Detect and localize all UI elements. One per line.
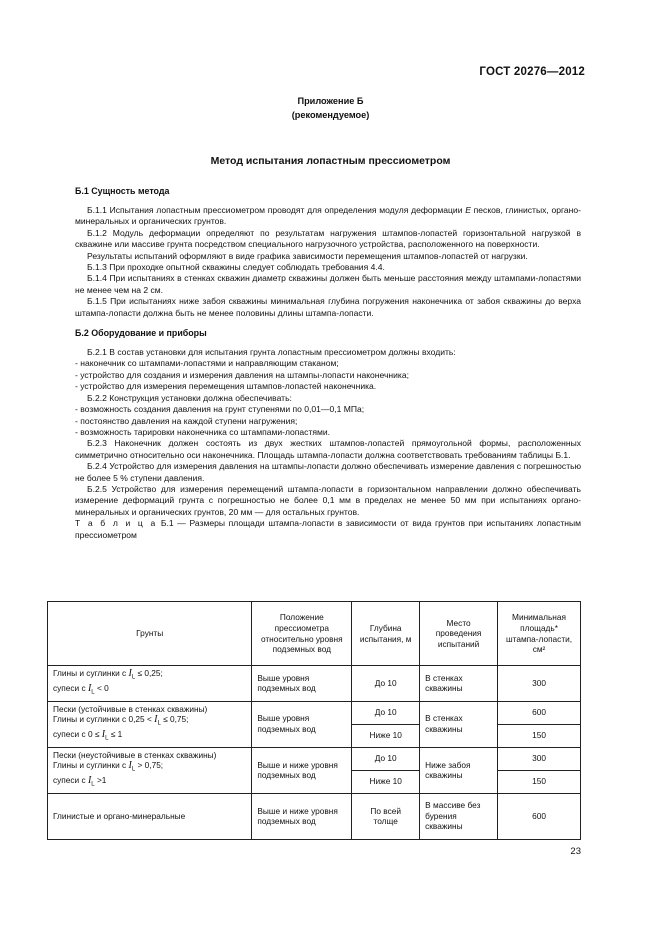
- header-area: Минимальная площадь* штампа-лопасти, см²: [498, 602, 581, 666]
- paragraph-b21: Б.2.1 В состав установки для испытания грунта лопастным прессиометром должны входить:: [87, 347, 456, 358]
- standard-number: ГОСТ 20276—2012: [479, 66, 585, 78]
- table-caption-text: Б.1 — Размеры площади штампа-лопасти в зависимости от вида грунтов при испытаниях лопастным прессиометром: [75, 518, 581, 540]
- paragraph-b11: Б.1.1 Испытания лопастным прессиометром проводят для определения модуля деформации E песков, глинистых, органо-минеральных и органических грунтов.: [75, 205, 581, 227]
- cell-depth: По всей толще: [352, 793, 420, 839]
- cell-depth: Ниже 10: [352, 770, 420, 793]
- cell-position: Выше и ниже уровня подземных вод: [252, 747, 352, 793]
- cell-area: 150: [498, 724, 581, 747]
- cell-area: 150: [498, 770, 581, 793]
- cell-position: Выше и ниже уровня подземных вод: [252, 793, 352, 839]
- cell-position: Выше уровня подземных вод: [252, 701, 352, 747]
- list-item: - устройство для измерения перемещения штампов-лопастей наконечника.: [75, 381, 377, 392]
- paragraph-b13: Б.1.3 При проходке опытной скважины следует соблюдать требования 4.4.: [87, 262, 385, 273]
- header-place: Место проведения испытаний: [420, 602, 498, 666]
- cell-place: В стенках скважины: [420, 701, 498, 747]
- cell-depth: До 10: [352, 747, 420, 770]
- document-title: Метод испытания лопастным прессиометром: [210, 155, 451, 167]
- table-row: [48, 701, 581, 724]
- paragraph-b15: Б.1.5 При испытаниях ниже забоя скважины минимальная глубина погружения наконечника от забоя скважины до верха штампа-лопасти должна быть не менее половины длины штампа-лопасти.: [75, 296, 581, 318]
- soil-line: Глины и суглинки с $I_L > 0,75$;: [53, 760, 164, 773]
- table-caption-lead: Т а б л и ц а: [75, 518, 158, 529]
- paragraph-b14: Б.1.4 При испытаниях в стенках скважин диаметр скважины должен быть меньше расстояния между штампами-лопастями не менее чем на 2 см.: [75, 273, 581, 295]
- list-item: - возможность тарировки наконечника со штампами-лопастями.: [75, 426, 331, 437]
- header-position: Положение прессиометра относительно уровня подземных вод: [252, 602, 352, 666]
- annex-heading: [0, 94, 661, 122]
- header-depth: Глубина испытания, м: [352, 602, 420, 666]
- paragraph-results: Результаты испытаний оформляют в виде графика зависимости перемещения штампов-лопастей от нагрузки.: [87, 250, 528, 261]
- table-row: [48, 793, 581, 839]
- paragraph-b22: Б.2.2 Конструкция установки должна обеспечивать:: [87, 392, 292, 403]
- soil-line: супеси с $I_L >1$: [53, 775, 107, 789]
- list-item: - постоянство давления на каждой ступени нагружения;: [75, 415, 298, 426]
- paragraph-b24: Б.2.4 Устройство для измерения давления на штампы-лопасти должно обеспечивать измерение давления с погрешностью не более 5 % ступени давления.: [75, 461, 581, 483]
- cell-soil: Глинистые и органо-минеральные: [48, 793, 252, 839]
- cell-depth: До 10: [352, 701, 420, 724]
- soil-area-table: [47, 601, 581, 840]
- cell-soil: [48, 666, 252, 702]
- header-soils: Грунты: [48, 602, 252, 666]
- list-item: - наконечник со штампами-лопастями и направляющим стаканом;: [75, 358, 339, 369]
- annex-title: Приложение Б: [297, 96, 364, 106]
- cell-soil: [48, 747, 252, 793]
- cell-place: В стенках скважины: [420, 666, 498, 702]
- soil-line: супеси с $0 \le I_L \le 1$: [53, 729, 123, 742]
- cell-area: 300: [498, 747, 581, 770]
- paragraph-b23: Б.2.3 Наконечник должен состоять из двух жестких штампов-лопастей прямоугольной формы, расположенных симметрично относительно оси наконечника. Площадь штампа-лопасти должна соответствовать требованиям таблицы Б.1.: [75, 438, 581, 460]
- cell-position: Выше уровня подземных вод: [252, 666, 352, 702]
- table-caption: [75, 518, 581, 541]
- page-number: 23: [570, 846, 581, 857]
- annex-status: (рекомендуемое): [291, 110, 370, 120]
- list-item: - возможность создания давления на грунт ступенями по 0,01—0,1 МПа;: [75, 404, 365, 415]
- paragraph-b12: Б.1.2 Модуль деформации определяют по результатам нагружения штампов-лопастей горизонтальной нагрузкой в скважине или массиве грунта посредством специального нагрузочного устройства, расположенного на поверхности.: [75, 227, 581, 250]
- soil-line: супеси с $I_L < 0$: [53, 683, 109, 696]
- cell-area: 600: [498, 701, 581, 724]
- table-header-row: [48, 602, 581, 666]
- cell-depth: До 10: [352, 666, 420, 702]
- cell-area: 300: [498, 666, 581, 702]
- cell-area: 600: [498, 793, 581, 839]
- paragraph-b25: Б.2.5 Устройство для измерения перемещений штампа-лопасти в горизонтальном направлении должно обеспечивать измерение деформаций грунта с погрешностью не более 0,1 мм в пределах не менее 50 мм при испытаниях органо-минеральных и органических грунтов, 20 мм — для остальных грунтов.: [75, 483, 581, 517]
- section-heading-b1: Б.1 Сущность метода: [75, 186, 170, 196]
- cell-place: В массиве без бурения скважины: [420, 793, 498, 839]
- cell-depth: Ниже 10: [352, 724, 420, 747]
- section-heading-b2: Б.2 Оборудование и приборы: [75, 328, 207, 339]
- table-row: [48, 747, 581, 770]
- cell-soil: [48, 701, 252, 747]
- soil-line: Пески (неустойчивые в стенках скважины): [53, 749, 217, 760]
- document-body: [75, 182, 581, 541]
- soil-line: Пески (устойчивые в стенках скважины): [53, 703, 208, 714]
- table-row: [48, 666, 581, 702]
- list-item: - устройство для создания и измерения давления на штампы-лопасти наконечника;: [75, 369, 409, 380]
- soil-line: Глины и суглинки с $I_L \le 0,25$;: [53, 668, 163, 681]
- cell-place: Ниже забоя скважины: [420, 747, 498, 793]
- soil-line: Глины и суглинки с $0,25 < I_L \le 0,75$;: [53, 714, 189, 727]
